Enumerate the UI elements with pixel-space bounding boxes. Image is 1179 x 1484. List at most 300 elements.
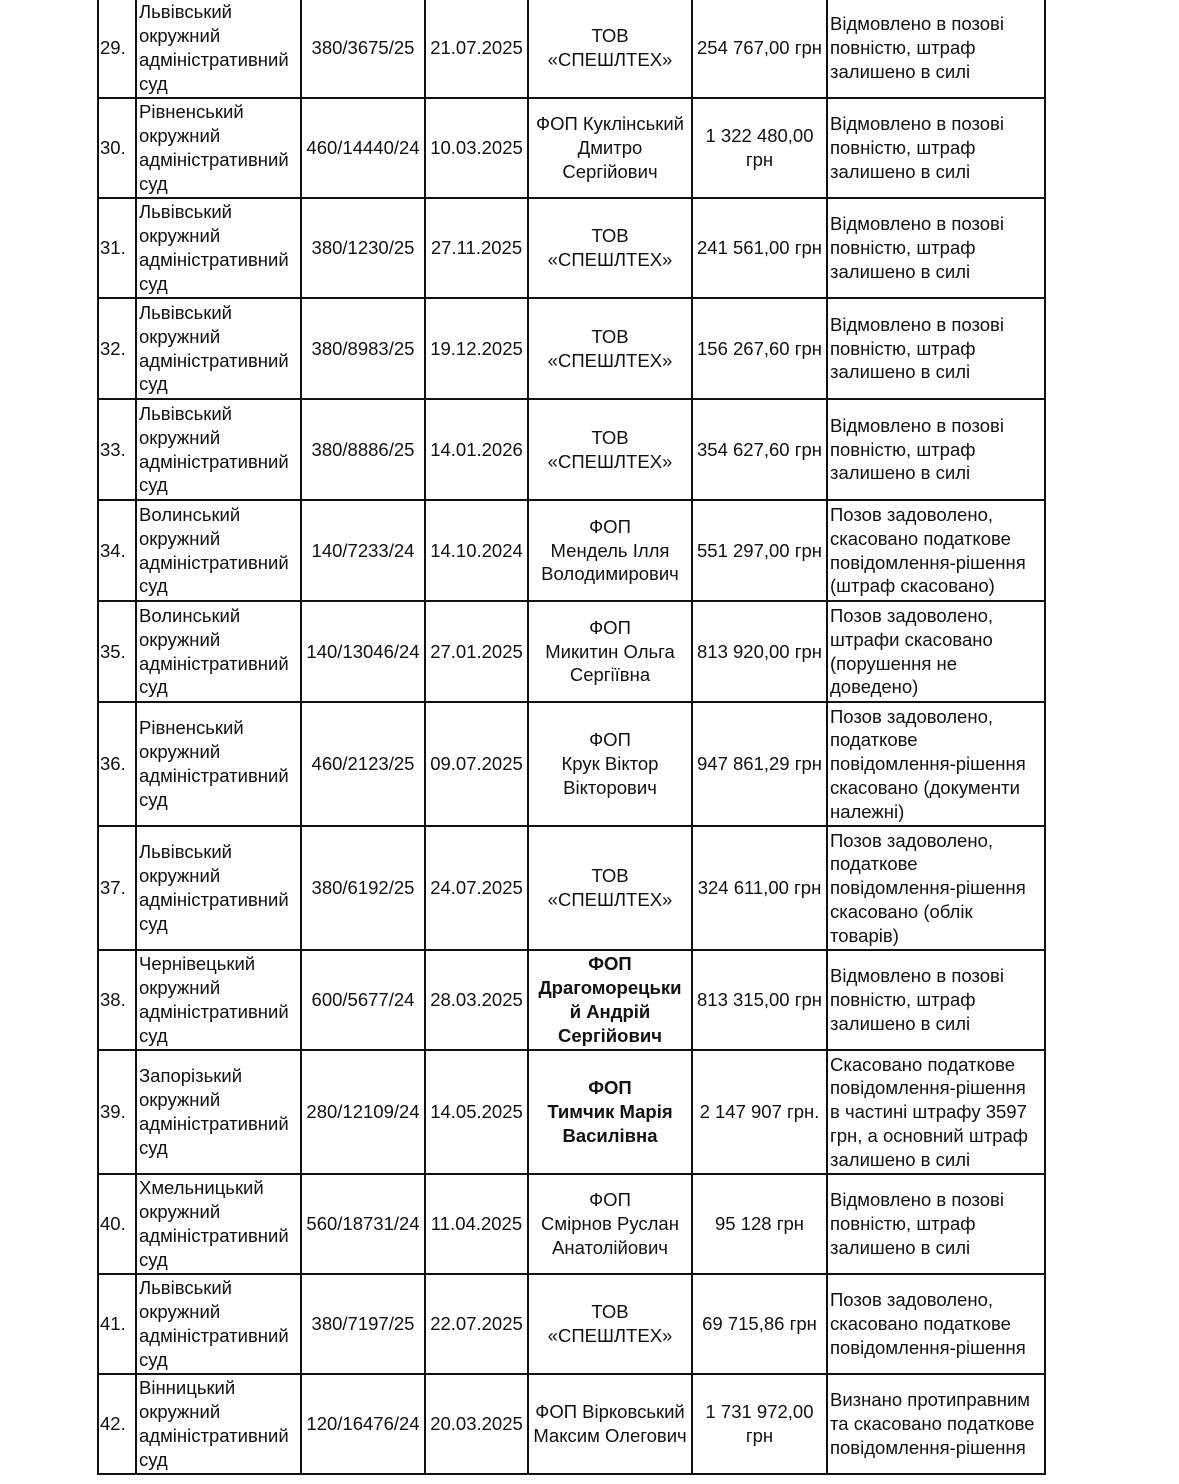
case-no-text: 140/7233/24 bbox=[311, 539, 415, 561]
case-no-text: 280/12109/24 bbox=[306, 1101, 420, 1123]
result-line: Відмовлено в позові bbox=[830, 313, 1004, 335]
party-line: Крук Віктор bbox=[561, 753, 659, 775]
result-line: повністю, штраф bbox=[830, 989, 976, 1011]
amount-line: грн bbox=[745, 149, 774, 170]
decision-date bbox=[425, 1050, 528, 1174]
result-line: Відмовлено в позові bbox=[830, 965, 1004, 987]
amount-line: 156 267,60 грн bbox=[697, 337, 822, 359]
table-row bbox=[98, 1050, 1045, 1174]
result-line: повідомлення-рішення bbox=[830, 1436, 1026, 1458]
num-text: 35. bbox=[100, 640, 126, 662]
case-number bbox=[301, 198, 425, 298]
party-line: Сергійович bbox=[562, 160, 658, 182]
decision-date bbox=[425, 1274, 528, 1374]
court-line: суд bbox=[139, 1248, 168, 1270]
result-line: повідомлення-рішення bbox=[830, 1336, 1026, 1358]
court-line: Львівський bbox=[139, 1277, 232, 1299]
case-number bbox=[301, 1274, 425, 1374]
table-row bbox=[98, 1174, 1045, 1274]
court-line: адміністративний bbox=[139, 551, 289, 573]
row-number bbox=[98, 1050, 136, 1174]
fine-amount bbox=[692, 826, 827, 950]
case-result bbox=[827, 702, 1045, 826]
table-row bbox=[98, 98, 1045, 198]
result-line: повідомлення-рішення bbox=[830, 551, 1026, 573]
num-text: 36. bbox=[100, 753, 126, 775]
result-line: повністю, штраф bbox=[830, 438, 976, 460]
court-line: адміністративний bbox=[139, 1325, 289, 1346]
amount-line: 2 147 907 грн. bbox=[699, 1101, 820, 1123]
party-name bbox=[528, 702, 692, 826]
result-line: залишено в силі bbox=[830, 1148, 971, 1170]
num-text: 41. bbox=[100, 1313, 126, 1335]
court-line: Рівненський bbox=[139, 717, 244, 739]
result-line: Позов задоволено, bbox=[830, 604, 993, 626]
party-name bbox=[528, 500, 692, 601]
result-line: грн, а основний штраф bbox=[830, 1124, 1028, 1146]
table-row bbox=[98, 950, 1045, 1050]
case-result bbox=[827, 198, 1045, 298]
court-line: окружний bbox=[139, 1301, 221, 1323]
result-line: та скасовано податкове bbox=[830, 1413, 1035, 1435]
party-line: Вікторович bbox=[563, 776, 657, 798]
case-no-text: 380/1230/25 bbox=[311, 237, 415, 259]
party-line: ФОП bbox=[588, 953, 632, 975]
decision-date bbox=[425, 98, 528, 198]
party-line: ФОП Вірковський bbox=[535, 1401, 685, 1423]
court-line: суд bbox=[139, 72, 168, 94]
case-number bbox=[301, 702, 425, 826]
result-line: товарів) bbox=[830, 924, 899, 946]
court-line: суд bbox=[139, 272, 168, 294]
party-name bbox=[528, 601, 692, 702]
case-result bbox=[827, 1174, 1045, 1274]
case-result bbox=[827, 601, 1045, 702]
case-number bbox=[301, 601, 425, 702]
result-line: скасовано податкове bbox=[830, 1313, 1011, 1335]
result-line: залишено в силі bbox=[830, 160, 971, 182]
row-number bbox=[98, 1374, 136, 1474]
party-line: Смірнов Руслан bbox=[541, 1213, 679, 1235]
party-name bbox=[528, 950, 692, 1050]
result-line: Скасовано податкове bbox=[830, 1053, 1015, 1075]
result-line: Визнано протиправним bbox=[830, 1389, 1030, 1411]
party-line: Мендель Ілля bbox=[550, 539, 670, 561]
case-number bbox=[301, 0, 425, 98]
row-number bbox=[98, 1174, 136, 1274]
party-name bbox=[528, 298, 692, 399]
decision-date bbox=[425, 702, 528, 826]
court-line: Вінницький bbox=[139, 1377, 236, 1399]
result-line: повідомлення-рішення bbox=[830, 753, 1026, 775]
result-line: податкове bbox=[830, 729, 918, 751]
result-line: в частині штрафу 3597 bbox=[830, 1101, 1027, 1123]
court-line: суд bbox=[139, 172, 168, 194]
court-line: Рівненський bbox=[139, 101, 244, 123]
court-line: окружний bbox=[139, 1401, 221, 1423]
date-text: 14.05.2025 bbox=[430, 1101, 523, 1123]
result-line: повністю, штраф bbox=[830, 137, 976, 159]
amount-line: 254 767,00 грн bbox=[697, 37, 822, 59]
case-no-text: 560/18731/24 bbox=[306, 1213, 420, 1235]
court-line: суд bbox=[139, 1448, 168, 1470]
court-name bbox=[136, 1274, 301, 1374]
fine-amount bbox=[692, 0, 827, 98]
party-line: ФОП bbox=[589, 616, 631, 638]
court-line: адміністративний bbox=[139, 149, 289, 170]
case-result bbox=[827, 1050, 1045, 1174]
row-number bbox=[98, 1274, 136, 1374]
court-line: адміністративний bbox=[139, 1001, 289, 1022]
party-line: ФОП Куклінський bbox=[536, 113, 684, 135]
court-line: Львівський bbox=[139, 841, 232, 863]
court-line: суд bbox=[139, 575, 168, 597]
fine-amount bbox=[692, 1374, 827, 1474]
court-line: адміністративний bbox=[139, 1225, 289, 1246]
case-no-text: 380/8886/25 bbox=[311, 438, 415, 460]
case-no-text: 380/8983/25 bbox=[311, 337, 415, 359]
court-name bbox=[136, 1174, 301, 1274]
fine-amount bbox=[692, 1274, 827, 1374]
case-result bbox=[827, 98, 1045, 198]
row-number bbox=[98, 98, 136, 198]
result-line: повністю, штраф bbox=[830, 337, 976, 359]
result-line: залишено в силі bbox=[830, 60, 971, 82]
case-no-text: 380/3675/25 bbox=[311, 37, 415, 59]
num-text: 38. bbox=[100, 989, 126, 1011]
court-line: суд bbox=[139, 373, 168, 395]
date-text: 20.03.2025 bbox=[430, 1413, 523, 1435]
case-no-text: 380/6192/25 bbox=[311, 877, 415, 899]
row-number bbox=[98, 399, 136, 500]
num-text: 37. bbox=[100, 877, 126, 899]
table-row bbox=[98, 198, 1045, 298]
result-line: податкове bbox=[830, 853, 918, 875]
party-line: Тимчик Марія bbox=[547, 1101, 673, 1123]
result-line: залишено в силі bbox=[830, 361, 971, 383]
result-line: повністю, штраф bbox=[830, 37, 976, 59]
fine-amount bbox=[692, 1174, 827, 1274]
num-text: 40. bbox=[100, 1213, 126, 1235]
party-line: ФОП bbox=[589, 729, 631, 751]
result-line: скасовано податкове bbox=[830, 527, 1011, 549]
court-name bbox=[136, 1374, 301, 1474]
table-row bbox=[98, 0, 1045, 98]
table-row bbox=[98, 1374, 1045, 1474]
court-name bbox=[136, 826, 301, 950]
decision-date bbox=[425, 298, 528, 399]
court-line: окружний bbox=[139, 1201, 221, 1223]
court-line: Чернівецький bbox=[139, 953, 256, 975]
court-line: окружний bbox=[139, 1089, 221, 1111]
court-line: суд bbox=[139, 788, 168, 810]
decision-date bbox=[425, 500, 528, 601]
result-line: повністю, штраф bbox=[830, 237, 976, 259]
court-line: адміністративний bbox=[139, 1113, 289, 1134]
court-name bbox=[136, 198, 301, 298]
party-line: ТОВ bbox=[591, 325, 629, 347]
party-line: ФОП bbox=[589, 515, 631, 537]
party-name bbox=[528, 399, 692, 500]
amount-line: 324 611,00 грн bbox=[697, 877, 822, 899]
decision-date bbox=[425, 198, 528, 298]
court-line: Волинський bbox=[139, 604, 241, 626]
amount-line: 1 731 972,00 bbox=[705, 1401, 814, 1423]
amount-line: 813 315,00 грн bbox=[697, 989, 822, 1011]
court-line: адміністративний bbox=[139, 1425, 289, 1446]
court-cases-table bbox=[97, 0, 1046, 1475]
court-line: суд bbox=[139, 1024, 168, 1046]
table-row bbox=[98, 500, 1045, 601]
case-number bbox=[301, 399, 425, 500]
table-row bbox=[98, 702, 1045, 826]
result-line: Відмовлено в позові bbox=[830, 213, 1004, 235]
case-no-text: 140/13046/24 bbox=[306, 640, 420, 662]
amount-line: 69 715,86 грн bbox=[702, 1313, 817, 1335]
party-line: «СПЕШЛТЕХ» bbox=[547, 249, 673, 270]
fine-amount bbox=[692, 198, 827, 298]
decision-date bbox=[425, 826, 528, 950]
court-name bbox=[136, 500, 301, 601]
party-line: Драгоморецьки bbox=[538, 977, 682, 999]
case-result bbox=[827, 500, 1045, 601]
court-line: окружний bbox=[139, 426, 221, 448]
result-line: (порушення не bbox=[830, 652, 958, 674]
party-line: ФОП bbox=[589, 1189, 631, 1211]
party-name bbox=[528, 198, 692, 298]
date-text: 10.03.2025 bbox=[430, 137, 523, 159]
court-line: адміністративний bbox=[139, 249, 289, 270]
case-no-text: 120/16476/24 bbox=[306, 1413, 420, 1435]
num-text: 42. bbox=[100, 1413, 126, 1435]
court-name bbox=[136, 298, 301, 399]
court-name bbox=[136, 399, 301, 500]
table-row bbox=[98, 399, 1045, 500]
court-line: суд bbox=[139, 912, 168, 934]
party-line: Володимирович bbox=[541, 563, 679, 585]
amount-line: 241 561,00 грн bbox=[697, 237, 822, 259]
result-line: Відмовлено в позові bbox=[830, 1189, 1004, 1211]
case-number bbox=[301, 1050, 425, 1174]
case-result bbox=[827, 950, 1045, 1050]
party-line: «СПЕШЛТЕХ» bbox=[547, 349, 673, 371]
court-line: Львівський bbox=[139, 201, 232, 223]
party-line: ФОП bbox=[588, 1077, 632, 1099]
case-no-text: 460/14440/24 bbox=[306, 137, 420, 159]
court-line: адміністративний bbox=[139, 889, 289, 910]
case-no-text: 460/2123/25 bbox=[311, 753, 415, 775]
result-line: залишено в силі bbox=[830, 1236, 971, 1258]
court-line: окружний bbox=[139, 865, 221, 887]
result-line: скасовано (облік bbox=[830, 900, 973, 922]
decision-date bbox=[425, 601, 528, 702]
date-text: 09.07.2025 bbox=[430, 753, 523, 775]
party-name bbox=[528, 826, 692, 950]
decision-date bbox=[425, 950, 528, 1050]
result-line: Відмовлено в позові bbox=[830, 113, 1004, 135]
decision-date bbox=[425, 399, 528, 500]
date-text: 11.04.2025 bbox=[430, 1213, 523, 1235]
case-result bbox=[827, 298, 1045, 399]
fine-amount bbox=[692, 950, 827, 1050]
amount-line: 95 128 грн bbox=[715, 1213, 804, 1235]
result-line: повідомлення-рішення bbox=[830, 1077, 1026, 1099]
result-line: повністю, штраф bbox=[830, 1213, 976, 1235]
party-line: Василівна bbox=[562, 1124, 658, 1146]
party-line: «СПЕШЛТЕХ» bbox=[547, 1325, 673, 1346]
court-name bbox=[136, 1050, 301, 1174]
court-line: Львівський bbox=[139, 402, 232, 424]
case-number bbox=[301, 826, 425, 950]
case-no-text: 600/5677/24 bbox=[311, 989, 415, 1011]
date-text: 14.01.2026 bbox=[430, 438, 523, 460]
amount-line: 354 627,60 грн bbox=[697, 438, 822, 460]
table-row bbox=[98, 1274, 1045, 1374]
court-line: окружний bbox=[139, 628, 221, 650]
court-name bbox=[136, 98, 301, 198]
num-text: 30. bbox=[100, 137, 126, 159]
num-text: 29. bbox=[100, 37, 126, 59]
party-name bbox=[528, 1274, 692, 1374]
result-line: Позов задоволено, bbox=[830, 705, 993, 727]
fine-amount bbox=[692, 399, 827, 500]
court-line: адміністративний bbox=[139, 49, 289, 70]
date-text: 19.12.2025 bbox=[430, 337, 523, 359]
case-no-text: 380/7197/25 bbox=[311, 1313, 415, 1335]
court-line: Запорізький bbox=[139, 1065, 243, 1087]
court-line: окружний bbox=[139, 225, 221, 247]
fine-amount bbox=[692, 702, 827, 826]
result-line: Позов задоволено, bbox=[830, 829, 993, 851]
case-number bbox=[301, 98, 425, 198]
party-name bbox=[528, 0, 692, 98]
court-line: Хмельницький bbox=[139, 1177, 264, 1199]
fine-amount bbox=[692, 1050, 827, 1174]
court-line: суд bbox=[139, 474, 168, 496]
fine-amount bbox=[692, 500, 827, 601]
amount-line: 947 861,29 грн bbox=[697, 753, 822, 775]
table-body bbox=[98, 0, 1045, 1474]
table-row bbox=[98, 298, 1045, 399]
decision-date bbox=[425, 1374, 528, 1474]
case-number bbox=[301, 298, 425, 399]
party-line: Сергійович bbox=[558, 1024, 662, 1046]
date-text: 28.03.2025 bbox=[430, 989, 523, 1011]
amount-line: 1 322 480,00 bbox=[705, 125, 814, 147]
result-line: доведено) bbox=[830, 676, 919, 698]
decision-date bbox=[425, 0, 528, 98]
result-line: Позов задоволено, bbox=[830, 1289, 993, 1311]
table-row bbox=[98, 826, 1045, 950]
fine-amount bbox=[692, 98, 827, 198]
party-name bbox=[528, 1374, 692, 1474]
court-line: суд bbox=[139, 676, 168, 698]
table-row bbox=[98, 601, 1045, 702]
row-number bbox=[98, 500, 136, 601]
num-text: 39. bbox=[100, 1101, 126, 1123]
party-line: «СПЕШЛТЕХ» bbox=[547, 889, 673, 910]
court-line: окружний bbox=[139, 527, 221, 549]
result-line: залишено в силі bbox=[830, 1012, 971, 1034]
party-line: «СПЕШЛТЕХ» bbox=[547, 450, 673, 472]
court-line: суд bbox=[139, 1136, 168, 1158]
case-number bbox=[301, 1174, 425, 1274]
court-line: адміністративний bbox=[139, 450, 289, 472]
party-name bbox=[528, 1174, 692, 1274]
result-line: (штраф скасовано) bbox=[830, 575, 995, 597]
court-name bbox=[136, 601, 301, 702]
num-text: 32. bbox=[100, 337, 126, 359]
court-line: адміністративний bbox=[139, 349, 289, 371]
case-result bbox=[827, 1274, 1045, 1374]
fine-amount bbox=[692, 601, 827, 702]
party-line: Максим Олегович bbox=[533, 1425, 687, 1446]
decision-date bbox=[425, 1174, 528, 1274]
row-number bbox=[98, 601, 136, 702]
row-number bbox=[98, 0, 136, 98]
amount-line: грн bbox=[745, 1425, 774, 1446]
case-number bbox=[301, 500, 425, 601]
court-line: адміністративний bbox=[139, 652, 289, 674]
date-text: 27.01.2025 bbox=[430, 640, 523, 662]
case-number bbox=[301, 950, 425, 1050]
party-line: Микитин Ольга bbox=[545, 640, 675, 662]
fine-amount bbox=[692, 298, 827, 399]
party-line: Дмитро bbox=[577, 137, 643, 159]
party-line: Сергіївна bbox=[569, 664, 651, 686]
court-name bbox=[136, 0, 301, 98]
court-line: окружний bbox=[139, 741, 221, 763]
court-line: адміністративний bbox=[139, 765, 289, 786]
date-text: 27.11.2025 bbox=[430, 237, 523, 259]
row-number bbox=[98, 950, 136, 1050]
case-result bbox=[827, 0, 1045, 98]
result-line: залишено в силі bbox=[830, 462, 971, 484]
num-text: 31. bbox=[100, 237, 126, 259]
court-line: суд bbox=[139, 1348, 168, 1370]
result-line: скасовано (документи bbox=[830, 776, 1020, 798]
court-line: Волинський bbox=[139, 503, 241, 525]
amount-line: 813 920,00 грн bbox=[697, 640, 822, 662]
party-line: й Андрій bbox=[569, 1001, 651, 1022]
court-name bbox=[136, 702, 301, 826]
court-name bbox=[136, 950, 301, 1050]
num-text: 33. bbox=[100, 438, 126, 460]
date-text: 24.07.2025 bbox=[430, 877, 523, 899]
row-number bbox=[98, 702, 136, 826]
result-line: Позов задоволено, bbox=[830, 503, 993, 525]
party-line: «СПЕШЛТЕХ» bbox=[547, 49, 673, 70]
court-line: Львівський bbox=[139, 1, 232, 23]
row-number bbox=[98, 298, 136, 399]
result-line: належні) bbox=[830, 800, 905, 822]
court-line: окружний bbox=[139, 25, 221, 47]
date-text: 14.10.2024 bbox=[430, 539, 523, 561]
result-line: Відмовлено в позові bbox=[830, 13, 1004, 35]
party-line: Анатолійович bbox=[552, 1236, 668, 1258]
case-result bbox=[827, 826, 1045, 950]
party-name bbox=[528, 98, 692, 198]
party-line: ТОВ bbox=[591, 1301, 629, 1323]
case-number bbox=[301, 1374, 425, 1474]
result-line: повідомлення-рішення bbox=[830, 877, 1026, 899]
date-text: 21.07.2025 bbox=[430, 37, 523, 59]
num-text: 34. bbox=[100, 539, 126, 561]
row-number bbox=[98, 826, 136, 950]
party-name bbox=[528, 1050, 692, 1174]
party-line: ТОВ bbox=[591, 225, 629, 247]
result-line: Відмовлено в позові bbox=[830, 414, 1004, 436]
